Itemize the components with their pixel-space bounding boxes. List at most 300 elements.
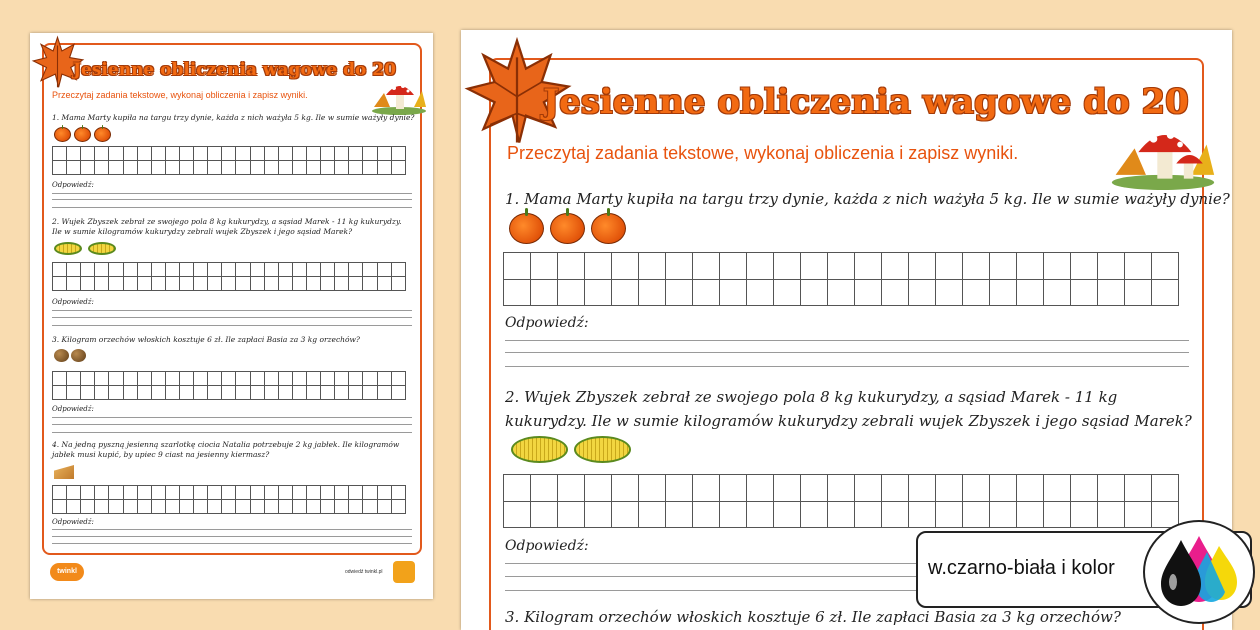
grid-cell[interactable] bbox=[222, 500, 236, 514]
grid-cell[interactable] bbox=[585, 475, 612, 502]
grid-cell[interactable] bbox=[151, 161, 165, 175]
grid-cell[interactable] bbox=[109, 277, 123, 291]
grid-cell[interactable] bbox=[1017, 475, 1044, 502]
grid-cell[interactable] bbox=[222, 386, 236, 400]
grid-cell[interactable] bbox=[194, 277, 208, 291]
grid-cell[interactable] bbox=[1071, 501, 1098, 528]
grid-cell[interactable] bbox=[165, 372, 179, 386]
grid-cell[interactable] bbox=[558, 475, 585, 502]
grid-cell[interactable] bbox=[165, 161, 179, 175]
grid-cell[interactable] bbox=[123, 277, 137, 291]
grid-cell[interactable] bbox=[377, 277, 391, 291]
grid-cell[interactable] bbox=[194, 372, 208, 386]
grid-cell[interactable] bbox=[53, 277, 67, 291]
grid-cell[interactable] bbox=[292, 161, 306, 175]
grid-cell[interactable] bbox=[278, 263, 292, 277]
grid-cell[interactable] bbox=[377, 263, 391, 277]
grid-cell[interactable] bbox=[666, 279, 693, 306]
grid-cell[interactable] bbox=[1098, 279, 1125, 306]
task-2-grid[interactable] bbox=[52, 262, 406, 291]
grid-cell[interactable] bbox=[363, 386, 377, 400]
grid-cell[interactable] bbox=[990, 279, 1017, 306]
grid-cell[interactable] bbox=[109, 486, 123, 500]
grid-cell[interactable] bbox=[165, 486, 179, 500]
grid-cell[interactable] bbox=[855, 253, 882, 280]
grid-cell[interactable] bbox=[81, 263, 95, 277]
grid-cell[interactable] bbox=[194, 486, 208, 500]
grid-cell[interactable] bbox=[335, 386, 349, 400]
grid-cell[interactable] bbox=[236, 161, 250, 175]
grid-cell[interactable] bbox=[990, 501, 1017, 528]
grid-cell[interactable] bbox=[179, 372, 193, 386]
grid-cell[interactable] bbox=[278, 372, 292, 386]
grid-cell[interactable] bbox=[963, 475, 990, 502]
grid-cell[interactable] bbox=[774, 501, 801, 528]
grid-cell[interactable] bbox=[639, 475, 666, 502]
grid-cell[interactable] bbox=[264, 372, 278, 386]
grid-cell[interactable] bbox=[95, 263, 109, 277]
grid-cell[interactable] bbox=[855, 475, 882, 502]
grid-cell[interactable] bbox=[250, 500, 264, 514]
task-1-grid[interactable] bbox=[503, 252, 1179, 306]
grid-cell[interactable] bbox=[936, 279, 963, 306]
grid-cell[interactable] bbox=[123, 263, 137, 277]
grid-cell[interactable] bbox=[558, 279, 585, 306]
grid-cell[interactable] bbox=[639, 279, 666, 306]
grid-cell[interactable] bbox=[349, 263, 363, 277]
grid-cell[interactable] bbox=[1044, 253, 1071, 280]
grid-cell[interactable] bbox=[179, 500, 193, 514]
grid-cell[interactable] bbox=[531, 253, 558, 280]
grid-cell[interactable] bbox=[53, 500, 67, 514]
grid-cell[interactable] bbox=[363, 486, 377, 500]
grid-cell[interactable] bbox=[558, 501, 585, 528]
grid-cell[interactable] bbox=[53, 147, 67, 161]
grid-cell[interactable] bbox=[720, 475, 747, 502]
grid-cell[interactable] bbox=[165, 277, 179, 291]
grid-cell[interactable] bbox=[747, 253, 774, 280]
grid-cell[interactable] bbox=[531, 501, 558, 528]
grid-cell[interactable] bbox=[109, 147, 123, 161]
grid-cell[interactable] bbox=[250, 386, 264, 400]
grid-cell[interactable] bbox=[194, 161, 208, 175]
grid-cell[interactable] bbox=[137, 500, 151, 514]
grid-cell[interactable] bbox=[1125, 475, 1152, 502]
grid-cell[interactable] bbox=[250, 277, 264, 291]
grid-cell[interactable] bbox=[278, 277, 292, 291]
grid-cell[interactable] bbox=[292, 500, 306, 514]
grid-cell[interactable] bbox=[123, 372, 137, 386]
grid-cell[interactable] bbox=[349, 500, 363, 514]
grid-cell[interactable] bbox=[151, 372, 165, 386]
grid-cell[interactable] bbox=[109, 500, 123, 514]
grid-cell[interactable] bbox=[306, 147, 320, 161]
grid-cell[interactable] bbox=[81, 277, 95, 291]
grid-cell[interactable] bbox=[349, 161, 363, 175]
grid-cell[interactable] bbox=[531, 475, 558, 502]
grid-cell[interactable] bbox=[179, 263, 193, 277]
grid-cell[interactable] bbox=[639, 501, 666, 528]
grid-cell[interactable] bbox=[504, 501, 531, 528]
grid-cell[interactable] bbox=[292, 147, 306, 161]
grid-cell[interactable] bbox=[1152, 475, 1179, 502]
grid-cell[interactable] bbox=[801, 475, 828, 502]
grid-cell[interactable] bbox=[278, 161, 292, 175]
task-1-grid[interactable] bbox=[52, 146, 406, 175]
grid-cell[interactable] bbox=[1152, 253, 1179, 280]
grid-cell[interactable] bbox=[264, 147, 278, 161]
grid-cell[interactable] bbox=[137, 277, 151, 291]
grid-cell[interactable] bbox=[504, 475, 531, 502]
grid-cell[interactable] bbox=[208, 263, 222, 277]
grid-cell[interactable] bbox=[264, 277, 278, 291]
grid-cell[interactable] bbox=[882, 253, 909, 280]
grid-cell[interactable] bbox=[179, 277, 193, 291]
grid-cell[interactable] bbox=[81, 372, 95, 386]
grid-cell[interactable] bbox=[194, 500, 208, 514]
grid-cell[interactable] bbox=[335, 372, 349, 386]
grid-cell[interactable] bbox=[321, 486, 335, 500]
grid-cell[interactable] bbox=[236, 486, 250, 500]
grid-cell[interactable] bbox=[151, 500, 165, 514]
grid-cell[interactable] bbox=[936, 475, 963, 502]
grid-cell[interactable] bbox=[774, 475, 801, 502]
grid-cell[interactable] bbox=[236, 277, 250, 291]
grid-cell[interactable] bbox=[137, 147, 151, 161]
grid-cell[interactable] bbox=[585, 501, 612, 528]
grid-cell[interactable] bbox=[1098, 501, 1125, 528]
grid-cell[interactable] bbox=[612, 475, 639, 502]
grid-cell[interactable] bbox=[321, 263, 335, 277]
grid-cell[interactable] bbox=[747, 475, 774, 502]
task-4-grid[interactable] bbox=[52, 485, 406, 514]
grid-cell[interactable] bbox=[828, 253, 855, 280]
grid-cell[interactable] bbox=[349, 372, 363, 386]
grid-cell[interactable] bbox=[123, 147, 137, 161]
grid-cell[interactable] bbox=[936, 253, 963, 280]
grid-cell[interactable] bbox=[558, 253, 585, 280]
grid-cell[interactable] bbox=[391, 147, 405, 161]
grid-cell[interactable] bbox=[612, 253, 639, 280]
grid-cell[interactable] bbox=[1098, 475, 1125, 502]
grid-cell[interactable] bbox=[1017, 253, 1044, 280]
grid-cell[interactable] bbox=[828, 279, 855, 306]
grid-cell[interactable] bbox=[222, 277, 236, 291]
grid-cell[interactable] bbox=[801, 253, 828, 280]
grid-cell[interactable] bbox=[81, 486, 95, 500]
grid-cell[interactable] bbox=[278, 147, 292, 161]
grid-cell[interactable] bbox=[909, 501, 936, 528]
grid-cell[interactable] bbox=[321, 147, 335, 161]
grid-cell[interactable] bbox=[363, 263, 377, 277]
grid-cell[interactable] bbox=[137, 161, 151, 175]
grid-cell[interactable] bbox=[53, 372, 67, 386]
grid-cell[interactable] bbox=[349, 486, 363, 500]
grid-cell[interactable] bbox=[53, 161, 67, 175]
grid-cell[interactable] bbox=[882, 501, 909, 528]
grid-cell[interactable] bbox=[222, 263, 236, 277]
grid-cell[interactable] bbox=[67, 372, 81, 386]
grid-cell[interactable] bbox=[250, 147, 264, 161]
grid-cell[interactable] bbox=[67, 386, 81, 400]
grid-cell[interactable] bbox=[1044, 475, 1071, 502]
grid-cell[interactable] bbox=[292, 386, 306, 400]
grid-cell[interactable] bbox=[801, 501, 828, 528]
grid-cell[interactable] bbox=[264, 486, 278, 500]
grid-cell[interactable] bbox=[363, 147, 377, 161]
grid-cell[interactable] bbox=[306, 500, 320, 514]
grid-cell[interactable] bbox=[828, 501, 855, 528]
grid-cell[interactable] bbox=[123, 161, 137, 175]
grid-cell[interactable] bbox=[81, 161, 95, 175]
grid-cell[interactable] bbox=[335, 486, 349, 500]
grid-cell[interactable] bbox=[363, 161, 377, 175]
grid-cell[interactable] bbox=[1017, 279, 1044, 306]
grid-cell[interactable] bbox=[250, 372, 264, 386]
grid-cell[interactable] bbox=[377, 147, 391, 161]
grid-cell[interactable] bbox=[306, 486, 320, 500]
grid-cell[interactable] bbox=[391, 161, 405, 175]
grid-cell[interactable] bbox=[377, 386, 391, 400]
grid-cell[interactable] bbox=[151, 386, 165, 400]
grid-cell[interactable] bbox=[936, 501, 963, 528]
grid-cell[interactable] bbox=[1044, 501, 1071, 528]
grid-cell[interactable] bbox=[67, 486, 81, 500]
grid-cell[interactable] bbox=[137, 263, 151, 277]
grid-cell[interactable] bbox=[292, 263, 306, 277]
grid-cell[interactable] bbox=[194, 147, 208, 161]
grid-cell[interactable] bbox=[666, 475, 693, 502]
grid-cell[interactable] bbox=[377, 161, 391, 175]
grid-cell[interactable] bbox=[391, 277, 405, 291]
grid-cell[interactable] bbox=[909, 279, 936, 306]
grid-cell[interactable] bbox=[335, 263, 349, 277]
grid-cell[interactable] bbox=[363, 372, 377, 386]
grid-cell[interactable] bbox=[693, 279, 720, 306]
grid-cell[interactable] bbox=[1071, 279, 1098, 306]
grid-cell[interactable] bbox=[774, 253, 801, 280]
grid-cell[interactable] bbox=[236, 386, 250, 400]
grid-cell[interactable] bbox=[1017, 501, 1044, 528]
grid-cell[interactable] bbox=[250, 486, 264, 500]
grid-cell[interactable] bbox=[67, 147, 81, 161]
grid-cell[interactable] bbox=[208, 500, 222, 514]
grid-cell[interactable] bbox=[321, 500, 335, 514]
grid-cell[interactable] bbox=[81, 147, 95, 161]
grid-cell[interactable] bbox=[504, 279, 531, 306]
grid-cell[interactable] bbox=[95, 277, 109, 291]
grid-cell[interactable] bbox=[53, 386, 67, 400]
grid-cell[interactable] bbox=[151, 263, 165, 277]
grid-cell[interactable] bbox=[882, 475, 909, 502]
grid-cell[interactable] bbox=[801, 279, 828, 306]
grid-cell[interactable] bbox=[391, 263, 405, 277]
grid-cell[interactable] bbox=[1071, 253, 1098, 280]
grid-cell[interactable] bbox=[585, 279, 612, 306]
grid-cell[interactable] bbox=[250, 161, 264, 175]
grid-cell[interactable] bbox=[963, 279, 990, 306]
grid-cell[interactable] bbox=[53, 486, 67, 500]
grid-cell[interactable] bbox=[855, 501, 882, 528]
grid-cell[interactable] bbox=[292, 372, 306, 386]
grid-cell[interactable] bbox=[81, 500, 95, 514]
grid-cell[interactable] bbox=[278, 486, 292, 500]
grid-cell[interactable] bbox=[391, 486, 405, 500]
grid-cell[interactable] bbox=[321, 372, 335, 386]
grid-cell[interactable] bbox=[292, 486, 306, 500]
grid-cell[interactable] bbox=[363, 277, 377, 291]
grid-cell[interactable] bbox=[264, 263, 278, 277]
grid-cell[interactable] bbox=[67, 500, 81, 514]
grid-cell[interactable] bbox=[612, 501, 639, 528]
grid-cell[interactable] bbox=[612, 279, 639, 306]
grid-cell[interactable] bbox=[321, 386, 335, 400]
grid-cell[interactable] bbox=[306, 263, 320, 277]
grid-cell[interactable] bbox=[95, 386, 109, 400]
grid-cell[interactable] bbox=[208, 147, 222, 161]
task-3-grid[interactable] bbox=[52, 371, 406, 400]
grid-cell[interactable] bbox=[349, 277, 363, 291]
grid-cell[interactable] bbox=[335, 277, 349, 291]
grid-cell[interactable] bbox=[666, 253, 693, 280]
grid-cell[interactable] bbox=[720, 279, 747, 306]
grid-cell[interactable] bbox=[720, 501, 747, 528]
grid-cell[interactable] bbox=[828, 475, 855, 502]
grid-cell[interactable] bbox=[179, 147, 193, 161]
grid-cell[interactable] bbox=[720, 253, 747, 280]
grid-cell[interactable] bbox=[109, 372, 123, 386]
grid-cell[interactable] bbox=[1125, 279, 1152, 306]
grid-cell[interactable] bbox=[349, 386, 363, 400]
grid-cell[interactable] bbox=[236, 147, 250, 161]
grid-cell[interactable] bbox=[882, 279, 909, 306]
grid-cell[interactable] bbox=[377, 486, 391, 500]
grid-cell[interactable] bbox=[95, 147, 109, 161]
grid-cell[interactable] bbox=[222, 161, 236, 175]
grid-cell[interactable] bbox=[963, 501, 990, 528]
grid-cell[interactable] bbox=[179, 161, 193, 175]
grid-cell[interactable] bbox=[306, 277, 320, 291]
grid-cell[interactable] bbox=[67, 277, 81, 291]
grid-cell[interactable] bbox=[67, 263, 81, 277]
grid-cell[interactable] bbox=[363, 500, 377, 514]
grid-cell[interactable] bbox=[693, 501, 720, 528]
grid-cell[interactable] bbox=[137, 386, 151, 400]
grid-cell[interactable] bbox=[194, 263, 208, 277]
grid-cell[interactable] bbox=[151, 486, 165, 500]
grid-cell[interactable] bbox=[208, 486, 222, 500]
task-2-grid[interactable] bbox=[503, 474, 1179, 528]
grid-cell[interactable] bbox=[95, 372, 109, 386]
grid-cell[interactable] bbox=[747, 279, 774, 306]
grid-cell[interactable] bbox=[151, 147, 165, 161]
grid-cell[interactable] bbox=[208, 372, 222, 386]
grid-cell[interactable] bbox=[236, 372, 250, 386]
grid-cell[interactable] bbox=[335, 147, 349, 161]
grid-cell[interactable] bbox=[165, 500, 179, 514]
grid-cell[interactable] bbox=[264, 386, 278, 400]
grid-cell[interactable] bbox=[95, 500, 109, 514]
grid-cell[interactable] bbox=[165, 386, 179, 400]
grid-cell[interactable] bbox=[391, 386, 405, 400]
grid-cell[interactable] bbox=[531, 279, 558, 306]
grid-cell[interactable] bbox=[747, 501, 774, 528]
grid-cell[interactable] bbox=[53, 263, 67, 277]
grid-cell[interactable] bbox=[321, 161, 335, 175]
grid-cell[interactable] bbox=[1071, 475, 1098, 502]
grid-cell[interactable] bbox=[963, 253, 990, 280]
grid-cell[interactable] bbox=[666, 501, 693, 528]
grid-cell[interactable] bbox=[306, 372, 320, 386]
grid-cell[interactable] bbox=[377, 372, 391, 386]
grid-cell[interactable] bbox=[179, 386, 193, 400]
grid-cell[interactable] bbox=[95, 486, 109, 500]
grid-cell[interactable] bbox=[774, 279, 801, 306]
grid-cell[interactable] bbox=[1098, 253, 1125, 280]
grid-cell[interactable] bbox=[250, 263, 264, 277]
grid-cell[interactable] bbox=[909, 475, 936, 502]
grid-cell[interactable] bbox=[693, 475, 720, 502]
grid-cell[interactable] bbox=[123, 500, 137, 514]
grid-cell[interactable] bbox=[639, 253, 666, 280]
grid-cell[interactable] bbox=[165, 263, 179, 277]
grid-cell[interactable] bbox=[278, 386, 292, 400]
grid-cell[interactable] bbox=[123, 386, 137, 400]
grid-cell[interactable] bbox=[693, 253, 720, 280]
grid-cell[interactable] bbox=[208, 277, 222, 291]
grid-cell[interactable] bbox=[208, 161, 222, 175]
grid-cell[interactable] bbox=[222, 147, 236, 161]
grid-cell[interactable] bbox=[109, 263, 123, 277]
grid-cell[interactable] bbox=[109, 386, 123, 400]
grid-cell[interactable] bbox=[377, 500, 391, 514]
grid-cell[interactable] bbox=[306, 161, 320, 175]
grid-cell[interactable] bbox=[236, 263, 250, 277]
grid-cell[interactable] bbox=[1044, 279, 1071, 306]
grid-cell[interactable] bbox=[67, 161, 81, 175]
grid-cell[interactable] bbox=[990, 253, 1017, 280]
grid-cell[interactable] bbox=[194, 386, 208, 400]
grid-cell[interactable] bbox=[95, 161, 109, 175]
grid-cell[interactable] bbox=[264, 500, 278, 514]
grid-cell[interactable] bbox=[349, 147, 363, 161]
grid-cell[interactable] bbox=[391, 500, 405, 514]
grid-cell[interactable] bbox=[165, 147, 179, 161]
grid-cell[interactable] bbox=[990, 475, 1017, 502]
grid-cell[interactable] bbox=[81, 386, 95, 400]
grid-cell[interactable] bbox=[236, 500, 250, 514]
grid-cell[interactable] bbox=[137, 372, 151, 386]
grid-cell[interactable] bbox=[208, 386, 222, 400]
grid-cell[interactable] bbox=[321, 277, 335, 291]
grid-cell[interactable] bbox=[123, 486, 137, 500]
grid-cell[interactable] bbox=[278, 500, 292, 514]
grid-cell[interactable] bbox=[504, 253, 531, 280]
grid-cell[interactable] bbox=[222, 372, 236, 386]
grid-cell[interactable] bbox=[137, 486, 151, 500]
grid-cell[interactable] bbox=[306, 386, 320, 400]
grid-cell[interactable] bbox=[335, 161, 349, 175]
grid-cell[interactable] bbox=[109, 161, 123, 175]
grid-cell[interactable] bbox=[264, 161, 278, 175]
grid-cell[interactable] bbox=[909, 253, 936, 280]
grid-cell[interactable] bbox=[1125, 253, 1152, 280]
grid-cell[interactable] bbox=[292, 277, 306, 291]
grid-cell[interactable] bbox=[585, 253, 612, 280]
grid-cell[interactable] bbox=[222, 486, 236, 500]
grid-cell[interactable] bbox=[855, 279, 882, 306]
grid-cell[interactable] bbox=[391, 372, 405, 386]
